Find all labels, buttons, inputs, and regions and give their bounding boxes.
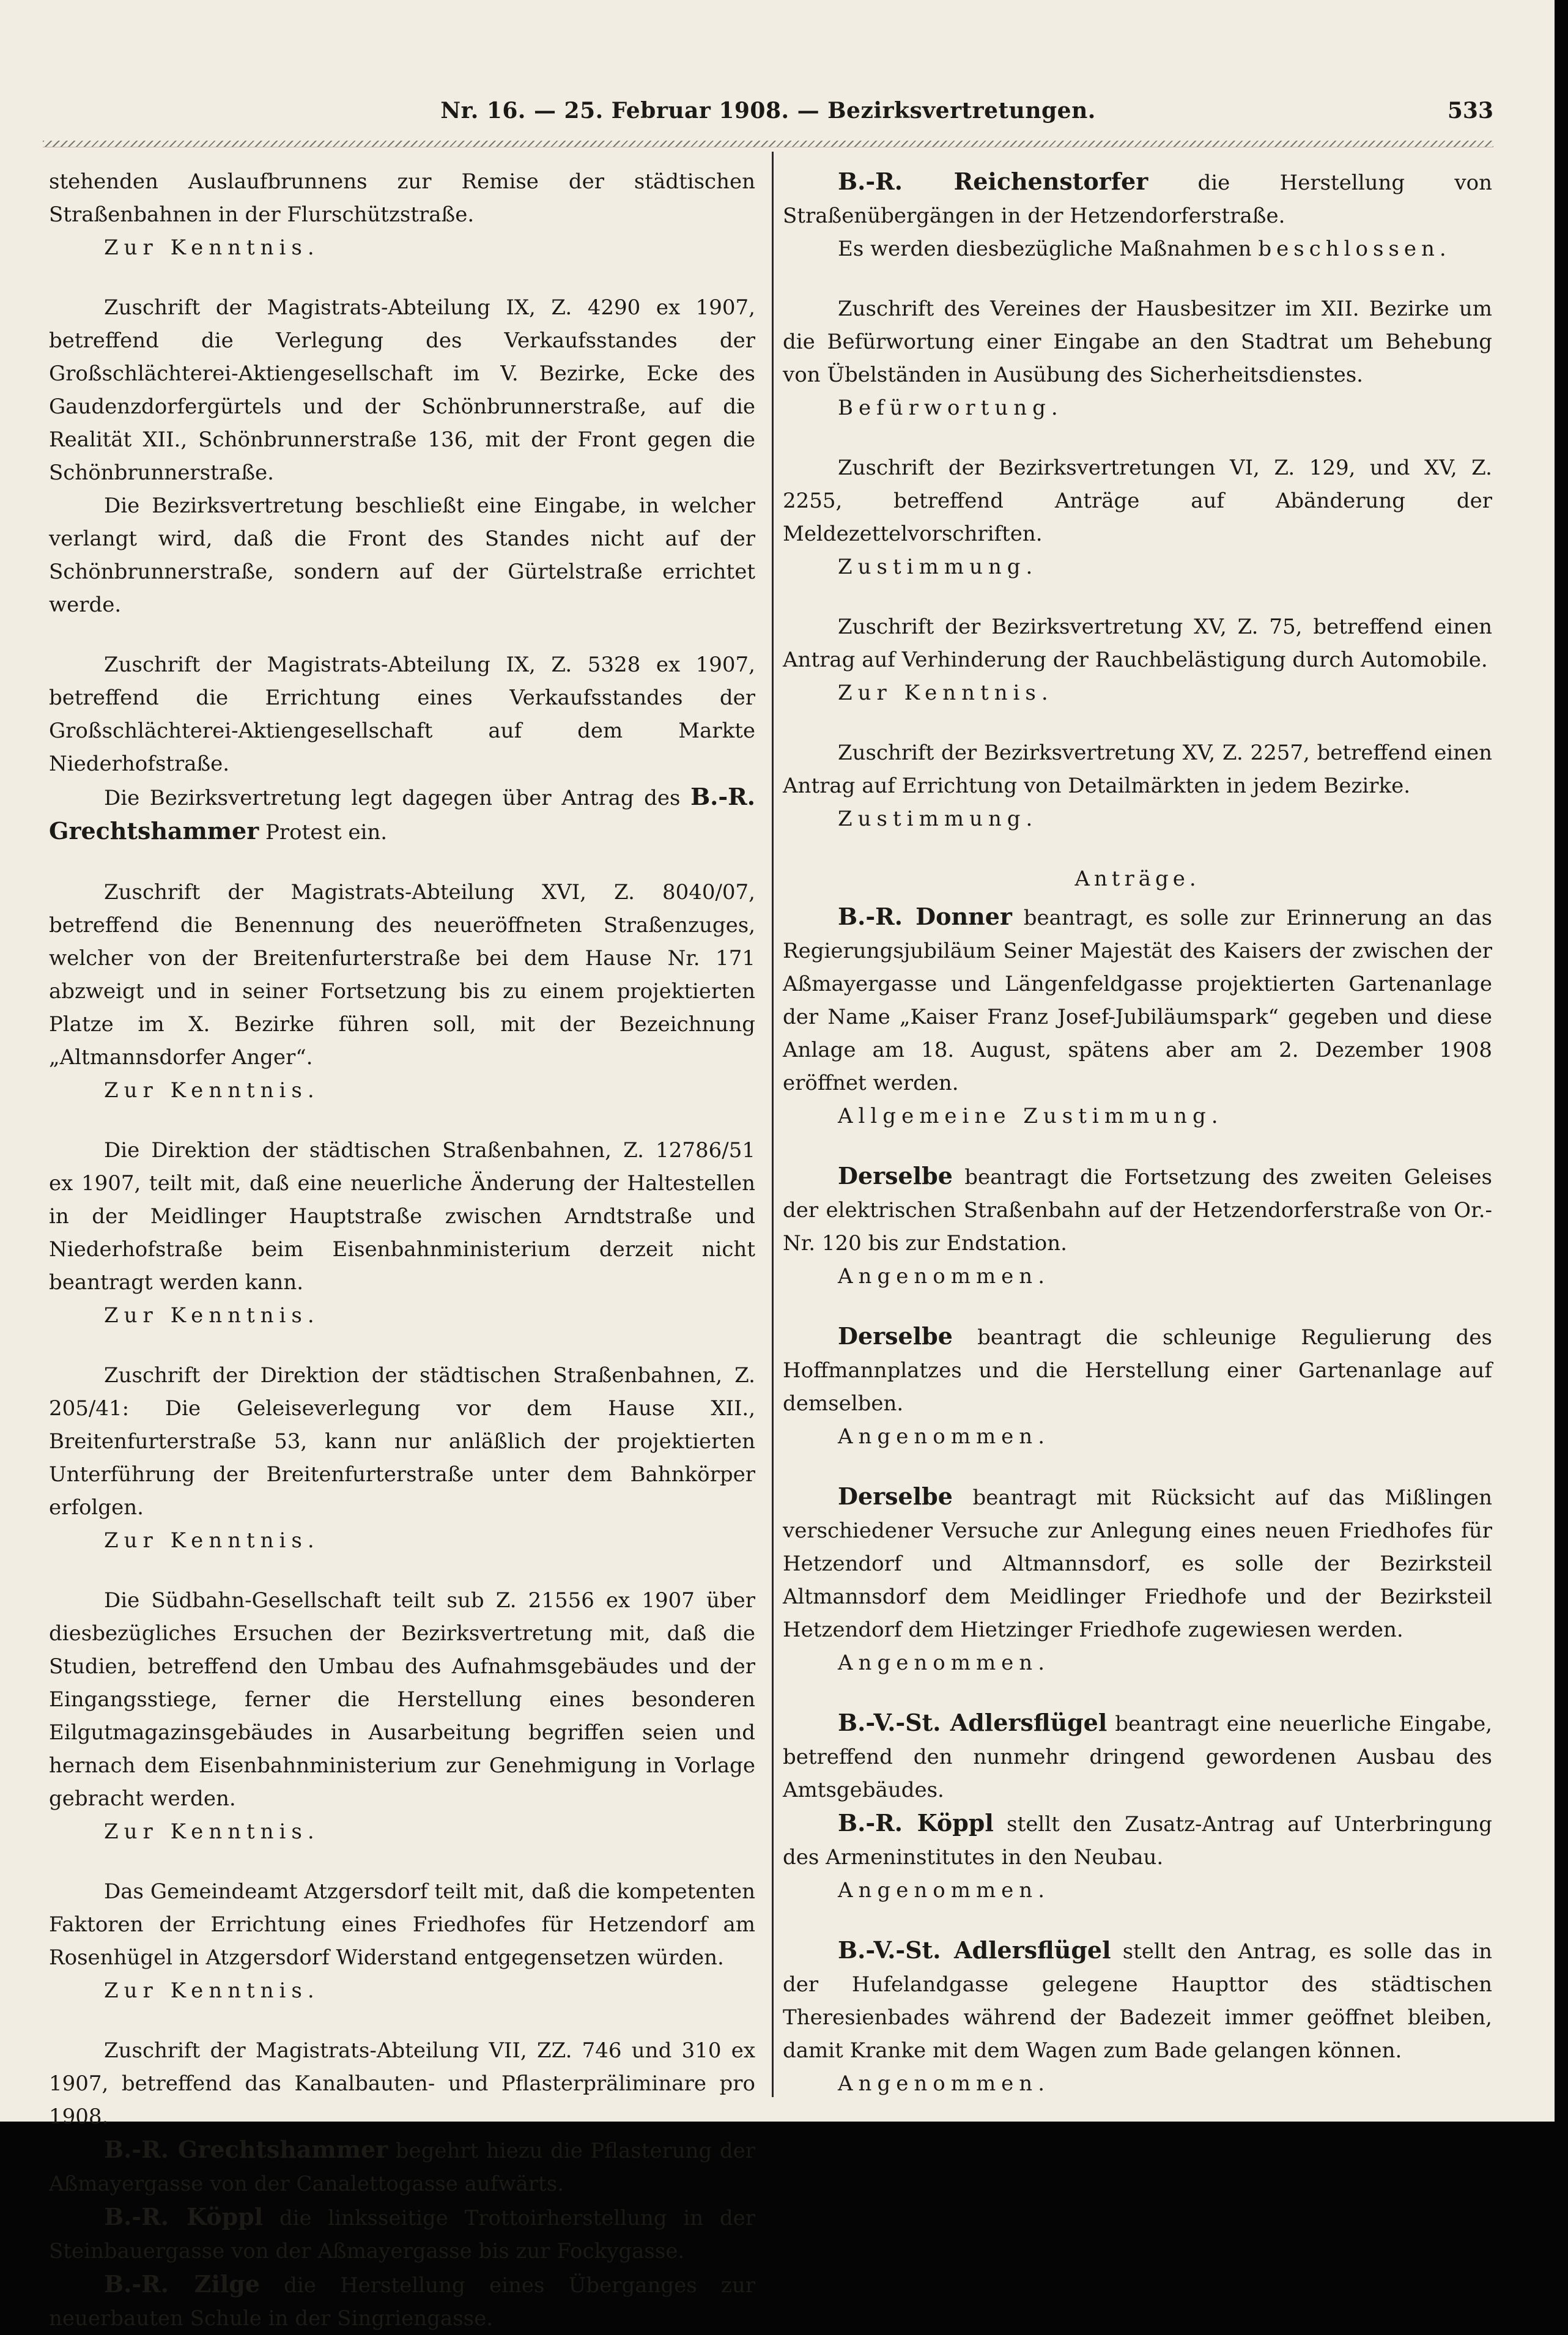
member-name: B.-V.-St. Adlersflügel — [838, 1709, 1108, 1736]
entry-ma-ix-4290 — [49, 291, 755, 621]
resolution: Zustimmung. — [838, 807, 1038, 831]
entry-text: Zuschrift des Vereines der Hausbesitzer im XII. Bezirke um die Befürwortung einer Eingabe an den Stadtrat um Behebung von Übelständen in Ausübung des Sicherheitsdienstes. — [783, 297, 1492, 387]
motion-text: beantragt die Fortsetzung des zweiten Geleises der elektrischen Straßenbahn auf der Hetzendorferstraße von Or.-Nr. 120 bis zur Endstation. — [783, 1165, 1493, 1256]
motion — [783, 1934, 1492, 2067]
entry-text: Zuschrift der Bezirksvertretung XV, Z. 75, betreffend einen Antrag auf Verhinderung der Rauchbelästigung durch Automobile. — [783, 615, 1492, 672]
entry-ma-vii-746 — [49, 2034, 755, 2335]
resolution: Angenommen. — [838, 1264, 1051, 1289]
header-title: Nr. 16. — 25. Februar 1908. — Bezirksvertretungen. — [440, 98, 1096, 124]
entry-text: Das Gemeindeamt Atzgersdorf teilt mit, daß die kompetenten Faktoren der Errichtung eines Friedhofes für Hetzendorf am Rosenhügel in Atzgersdorf Widerstand entgegensetzen würden. — [49, 1879, 755, 1970]
entry-text: Zuschrift der Direktion der städtischen Straßenbahnen, Z. 205/41: Die Geleiseverlegung vor dem Hause XII., Breitenfurterstraße 53, kann nur anläßlich der projektierten Unterführung der Breitenfurterstraße unter dem Bahnkörper erfolgen. — [49, 1363, 755, 1520]
resolution: Zur Kenntnis. — [104, 1819, 320, 1844]
page-number: 533 — [1447, 98, 1493, 124]
entry-meldezettel — [783, 451, 1492, 583]
decision-text: Die Bezirksvertretung legt dagegen über Antrag des — [104, 786, 681, 810]
motion-friedhof — [783, 1480, 1492, 1679]
resolution: Zur Kenntnis. — [838, 681, 1054, 705]
member-name: B.-R. Zilge — [104, 2270, 260, 2298]
motion — [783, 1480, 1492, 1646]
motion — [49, 2200, 755, 2268]
entry-detailmaerkte — [783, 736, 1492, 835]
member-name: B.-R. Grechtshammer — [49, 783, 755, 845]
motion-amtsgebaeude — [783, 1706, 1492, 1907]
entry-decision — [783, 232, 1492, 265]
resolution: Angenommen. — [838, 1424, 1051, 1449]
entry-text: Zuschrift der Bezirksvertretung XV, Z. 2257, betreffend einen Antrag auf Errichtung von Detailmärkten in jedem Bezirke. — [783, 741, 1492, 798]
motion — [49, 2268, 755, 2335]
resolution: Zur Kenntnis. — [104, 235, 320, 260]
entry-ma-ix-5328 — [49, 648, 755, 849]
motion-text: begehrt hiezu die Pflasterung der Aßmayergasse von der Canalettogasse aufwärts. — [49, 2139, 755, 2196]
motion-text: beantragt mit Rücksicht auf das Mißlingen verschiedener Versuche zur Anlegung eines neuen Friedhofes für Hetzendorf und Altmannsdorf, es solle der Bezirksteil Altmannsdorf dem Meidlinger Friedhofe und der Bezirksteil Hetzendorf dem Hietzinger Friedhofe zugewiesen werden. — [783, 1486, 1492, 1642]
motion — [783, 1320, 1492, 1420]
entry-text: stehenden Auslaufbrunnens zur Remise der städtischen Straßenbahnen in der Flurschützstraße. — [49, 169, 755, 227]
entry-text: Zuschrift der Magistrats-Abteilung IX, Z. 4290 ex 1907, betreffend die Verlegung des Verkaufsstandes der Großschlächterei-Aktiengesellschaft im V. Bezirke, Ecke des Gaudenzdorfergürtels und der Schönbrunnerstraße, auf die Realität XII., Schönbrunnerstraße 136, mit der Front gegen die Schönbrunnerstraße. — [49, 295, 755, 485]
entry-text: Die Südbahn-Gesellschaft teilt sub Z. 21556 ex 1907 über diesbezügliches Ersuchen der Bezirksvertretung mit, daß die Studien, betreffend den Umbau des Aufnahmsgebäudes und der Eingangsstiege, ferner die Herstellung eines besonderen Eilgutmagazinsgebäudes in Ausarbeitung begriffen seien und hernach dem Eisenbahnministerium zur Genehmigung in Vorlage gebracht werden. — [49, 1588, 755, 1811]
resolution: Zur Kenntnis. — [104, 1528, 320, 1553]
resolution: Befürwortung. — [838, 396, 1063, 420]
member-name: Derselbe — [838, 1162, 953, 1190]
motion-text: beantragt die schleunige Regulierung des Hoffmannplatzes und die Herstellung einer Gartenanlage auf demselben. — [783, 1325, 1492, 1416]
motion — [783, 1706, 1492, 1807]
entry-strassenbahnen-205 — [49, 1359, 755, 1557]
member-name: Derselbe — [838, 1482, 953, 1510]
resolution: Zur Kenntnis. — [104, 1078, 320, 1103]
member-name: Derselbe — [838, 1322, 953, 1350]
motion — [783, 1160, 1492, 1260]
entry-rauchbelaestigung — [783, 610, 1492, 709]
entry-flurschuetzstrasse — [49, 165, 755, 264]
entry-text: Zuschrift der Magistrats-Abteilung IX, Z. 5328 ex 1907, betreffend die Errichtung eines Verkaufsstandes der Großschlächterei-Aktiengesellschaft auf dem Markte Niederhofstraße. — [49, 653, 755, 776]
member-name: B.-R. Grechtshammer — [104, 2136, 388, 2163]
motion-text: beantragt eine neuerliche Eingabe, betreffend den nunmehr dringend gewordenen Ausbau des Amtsgebäudes. — [783, 1712, 1493, 1802]
resolution: Allgemeine Zustimmung. — [838, 1104, 1224, 1128]
entry-decision — [49, 780, 755, 849]
decision-text: Es werden diesbezügliche Maßnahmen — [838, 237, 1252, 261]
resolution: Angenommen. — [838, 1878, 1051, 1903]
resolution: Zur Kenntnis. — [104, 1303, 320, 1328]
motion-text: stellt den Zusatz-Antrag auf Unterbringung des Armeninstitutes in den Neubau. — [783, 1812, 1492, 1870]
motion-text: stellt den Antrag, es solle das in der Hufelandgasse gelegene Haupttor des städtischen Theresienbades während der Badezeit immer geöffnet bleiben, damit Kranke mit dem Wagen zum Bade gelangen können. — [783, 1939, 1493, 2063]
motion — [783, 900, 1492, 1100]
entry-reichenstorfer — [783, 165, 1492, 265]
motion — [783, 165, 1492, 232]
member-name: B.-R. Reichenstorfer — [838, 168, 1148, 195]
member-name: B.-V.-St. Adlersflügel — [838, 1936, 1111, 1964]
motion-theresienbad — [783, 1934, 1492, 2100]
entry-strassenbahnen-12786 — [49, 1134, 755, 1332]
entry-ma-xvi-8040 — [49, 876, 755, 1107]
entry-text: Zuschrift der Magistrats-Abteilung VII, ZZ. 746 und 310 ex 1907, betreffend das Kanalbauten- und Pflasterpräliminare pro 1908. — [49, 2038, 755, 2129]
page-header — [43, 98, 1493, 135]
resolution: Zustimmung. — [838, 555, 1038, 579]
motion-text: die linksseitige Trottoirherstellung in der Steinbauergasse von der Aßmayergasse bis zur Fockygasse. — [49, 2206, 755, 2263]
motion — [783, 1807, 1492, 1874]
entry-text: Zuschrift der Bezirksvertretungen VI, Z. 129, und XV, Z. 2255, betreffend Anträge auf Abänderung der Meldezettelvorschriften. — [783, 456, 1492, 546]
resolution: Zur Kenntnis. — [104, 1978, 320, 2003]
entry-text: Zuschrift der Magistrats-Abteilung XVI, Z. 8040/07, betreffend die Benennung des neueröffneten Straßenzuges, welcher von der Breitenfurterstraße bei dem Hause Nr. 171 abzweigt und in seiner Fortsetzung bis zu einem projektierten Platze im X. Bezirke führen soll, mit der Bezeichnung „Altmannsdorfer Anger“. — [49, 880, 755, 1070]
motion-geleise — [783, 1160, 1492, 1293]
member-name: B.-R. Köppl — [838, 1809, 994, 1837]
member-name: B.-R. Donner — [838, 903, 1012, 930]
resolution: Angenommen. — [838, 2071, 1051, 2096]
entry-text: Die Direktion der städtischen Straßenbahnen, Z. 12786/51 ex 1907, teilt mit, daß eine neuerliche Änderung der Haltestellen in der Meidlinger Hauptstraße zwischen Arndtstraße und Niederhofstraße beim Eisenbahnministerium derzeit nicht beantragt werden kann. — [49, 1138, 755, 1295]
entry-hausbesitzer — [783, 292, 1492, 424]
member-name: B.-R. Köppl — [104, 2203, 264, 2230]
motion-text: beantragt, es solle zur Erinnerung an das Regierungsjubiläum Seiner Majestät des Kaisers der zwischen der Aßmayergasse und Längenfeldgasse projektierten Gartenanlage der Name „Kaiser Franz Josef-Jubiläumspark“ gegeben und diese Anlage am 18. August, spätens aber am 2. Dezember 1908 eröffnet werden. — [783, 906, 1492, 1095]
entry-decision: Die Bezirksvertretung beschließt eine Eingabe, in welcher verlangt wird, daß die Front des Standes nicht auf der Schönbrunnerstraße, sondern auf der Gürtelstraße errichtet werde. — [49, 494, 755, 617]
motion-text: die Herstellung von Straßenübergängen in der Hetzendorferstraße. — [783, 171, 1492, 228]
motion-donner — [783, 900, 1492, 1133]
resolution: Angenommen. — [838, 1651, 1051, 1675]
left-column — [49, 165, 755, 2335]
motion-hoffmannplatz — [783, 1320, 1492, 1453]
motion — [49, 2133, 755, 2200]
section-heading-antraege: Anträge. — [1074, 867, 1200, 891]
motion-text: die Herstellung eines Überganges zur neuerbauten Schule in der Singriengasse. — [49, 2273, 755, 2331]
column-divider — [772, 152, 774, 2097]
decision-word: beschlossen. — [1258, 237, 1451, 261]
right-column — [783, 165, 1492, 2100]
header-rule — [43, 141, 1493, 147]
decision-text-end: Protest ein. — [265, 820, 388, 845]
entry-suedbahn — [49, 1584, 755, 1848]
entry-atzgersdorf — [49, 1875, 755, 2007]
